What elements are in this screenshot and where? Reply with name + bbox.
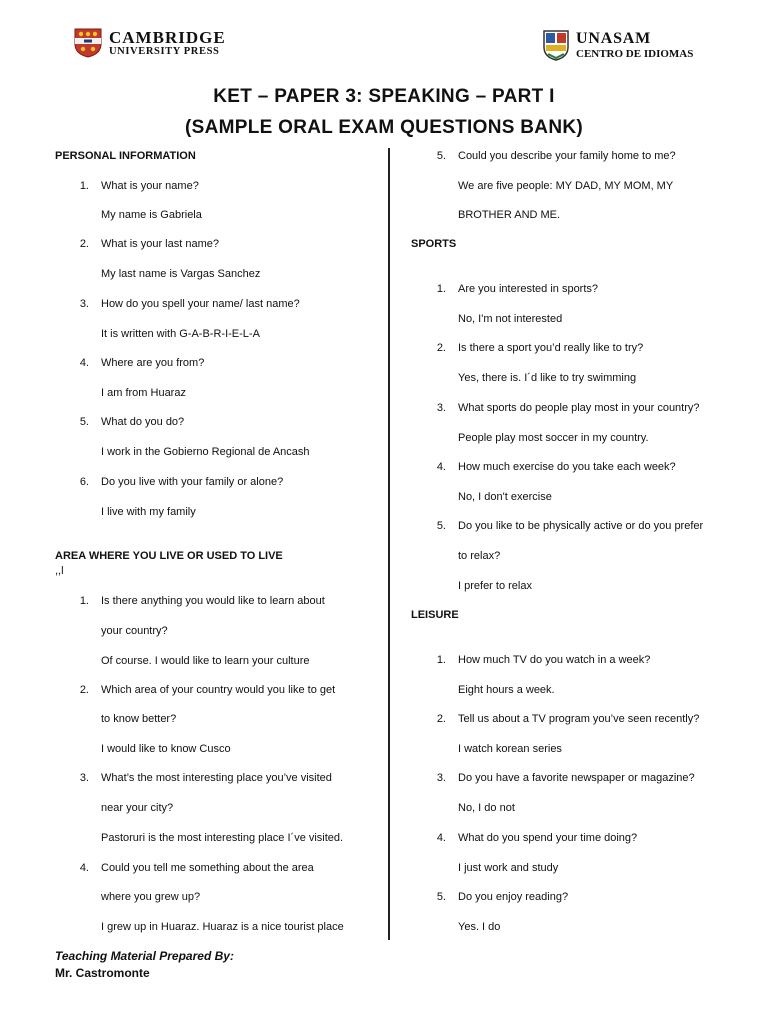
section-heading-leisure: LEISURE [411,609,459,621]
answer-text: I watch korean series [458,743,562,755]
question-text: What do you do? [101,416,185,428]
cambridge-press: UNIVERSITY PRESS [109,45,220,57]
question-number: 2. [436,713,446,725]
question-text: Are you interested in sports? [458,283,599,295]
question-text-continued: where you grew up? [101,891,201,903]
question-text: How much exercise do you take each week? [458,461,676,473]
question-text: Tell us about a TV program you’ve seen recently? [458,713,700,725]
question-number: 1. [436,654,446,666]
column-divider [388,148,390,940]
page-footer [55,948,234,982]
question-number: 2. [436,342,446,354]
answer-text: I am from Huaraz [101,387,186,399]
question-number: 5. [436,150,446,162]
question-number: 2. [79,684,89,696]
question-text: What do you spend your time doing? [458,832,638,844]
answer-text: We are five people: MY DAD, MY MOM, MY [458,180,674,192]
question-text: What sports do people play most in your country? [458,402,700,414]
cambridge-logo [74,28,226,58]
question-number: 6. [79,476,89,488]
answer-text: I prefer to relax [458,580,532,592]
question-number: 1. [79,595,89,607]
unasam-name: UNASAM [576,29,652,47]
question-number: 4. [79,357,89,369]
page-header [0,0,768,70]
question-number: 3. [79,772,89,784]
cambridge-name: CAMBRIDGE [109,27,226,47]
question-text: Is there anything you would like to learn about [101,595,325,607]
answer-text: No, I don't exercise [458,491,552,503]
answer-text: Pastoruri is the most interesting place I´ve visited. [101,832,344,844]
section-heading-sports: SPORTS [411,238,457,250]
question-number: 5. [79,416,89,428]
question-text: Which area of your country would you like to get [101,684,336,696]
question-text: Is there a sport you’d really like to try? [458,342,644,354]
answer-text: My name is Gabriela [101,209,202,221]
question-text: How do you spell your name/ last name? [101,298,300,310]
answer-text-continued: BROTHER AND ME. [458,209,561,221]
answer-text: Yes. I do [458,921,501,933]
question-text: What’s the most interesting place you’ve visited [101,772,332,784]
question-number: 3. [436,402,446,414]
answer-text: My last name is Vargas Sanchez [101,268,261,280]
question-text: How much TV do you watch in a week? [458,654,651,666]
question-text-continued: your country? [101,625,168,637]
question-text: What is your name? [101,180,199,192]
footer-credit-label: Teaching Material Prepared By: [55,949,234,963]
question-text: Could you tell me something about the area [101,862,314,874]
question-number: 1. [436,283,446,295]
question-text-continued: to relax? [458,550,501,562]
answer-text: I just work and study [458,862,559,874]
unasam-shield-icon [542,29,570,61]
question-number: 4. [79,862,89,874]
cambridge-crest-icon [74,28,102,58]
answer-text: Yes, there is. I´d like to try swimming [458,372,637,384]
answer-text: Of course. I would like to learn your culture [101,655,310,667]
section-heading-area: AREA WHERE YOU LIVE OR USED TO LIVE [55,550,283,562]
page-subtitle: (SAMPLE ORAL EXAM QUESTIONS BANK) [184,117,583,138]
answer-text: Eight hours a week. [458,684,555,696]
question-number: 4. [436,832,446,844]
page-title: KET – PAPER 3: SPEAKING – PART I [213,86,555,107]
unasam-logo [542,29,693,61]
question-text: Where are you from? [101,357,205,369]
section-heading-personal-information: PERSONAL INFORMATION [55,150,196,162]
question-number: 3. [436,772,446,784]
question-number: 5. [436,520,446,532]
question-number: 3. [79,298,89,310]
answer-text: I grew up in Huaraz. Huaraz is a nice tourist place [101,921,344,933]
answer-text: I work in the Gobierno Regional de Ancash [101,446,310,458]
question-text: What is your last name? [101,238,219,250]
answer-text: I live with my family [101,506,196,518]
question-text: Do you like to be physically active or do you prefer [458,520,704,532]
question-text-continued: near your city? [101,802,174,814]
question-number: 2. [79,238,89,250]
answer-text: It is written with G-A-B-R-I-E-L-A [101,328,260,340]
question-text-continued: to know better? [101,713,177,725]
question-text: Do you have a favorite newspaper or magazine? [458,772,695,784]
question-number: 1. [79,180,89,192]
answer-text: No, I'm not interested [458,313,563,325]
question-text: Could you describe your family home to me? [458,150,676,162]
question-text: Do you enjoy reading? [458,891,569,903]
answer-text: No, I do not [458,802,515,814]
question-number: 5. [436,891,446,903]
answer-text: I would like to know Cusco [101,743,231,755]
question-text: Do you live with your family or alone? [101,476,284,488]
answer-text: People play most soccer in my country. [458,432,649,444]
footer-author: Mr. Castromonte [55,966,150,980]
stray-mark: ,,l [55,565,64,577]
unasam-subtitle: CENTRO DE IDIOMAS [576,47,694,60]
question-number: 4. [436,461,446,473]
